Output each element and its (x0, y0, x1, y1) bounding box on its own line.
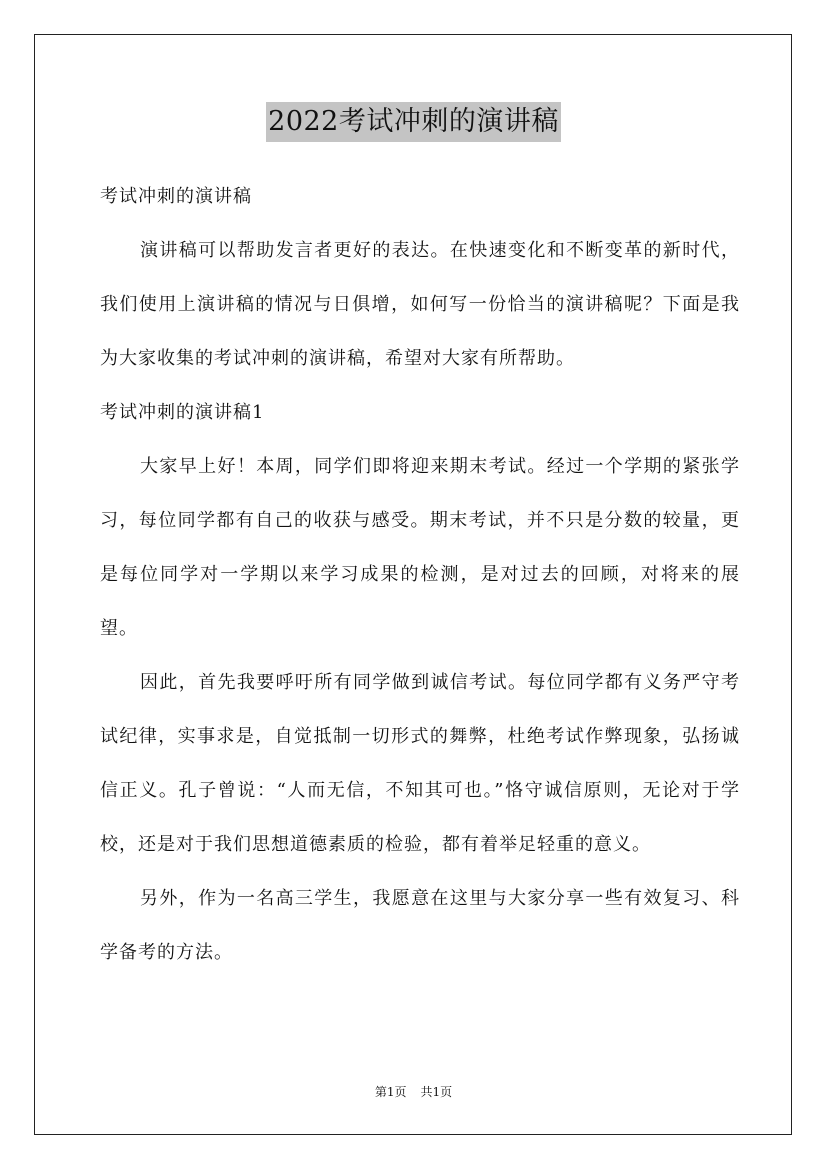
paragraph-greeting: 大家早上好！本周，同学们即将迎来期末考试。经过一个学期的紧张学习，每位同学都有自己的收获与感受。期末考试，并不只是分数的较量，更是每位同学对一学期以来学习成果的检测，是对过去的回顾，对将来的展望。 (100, 456, 740, 639)
page-number: 第1页 (374, 1085, 407, 1099)
section-heading: 考试冲刺的演讲稿 (100, 186, 252, 207)
paragraph-integrity: 因此，首先我要呼吁所有同学做到诚信考试。每位同学都有义务严守考试纪律，实事求是，自觉抵制一切形式的舞弊，杜绝考试作弊现象，弘扬诚信正义。孔子曾说：“人而无信，不知其可也。”恪守诚信原则，无论对于学校，还是对于我们思想道德素质的检验，都有着举足轻重的意义。 (100, 672, 740, 855)
page-total: 共1页 (420, 1085, 453, 1099)
title-container (0, 102, 827, 142)
section-heading-1: 考试冲刺的演讲稿1 (100, 402, 265, 423)
page-footer (0, 1083, 827, 1101)
paragraph-intro: 演讲稿可以帮助发言者更好的表达。在快速变化和不断变革的新时代，我们使用上演讲稿的情况与日俱增，如何写一份恰当的演讲稿呢？下面是我为大家收集的考试冲刺的演讲稿，希望对大家有所帮助。 (100, 240, 740, 369)
paragraph-methods: 另外，作为一名高三学生，我愿意在这里与大家分享一些有效复习、科学备考的方法。 (100, 888, 740, 963)
document-title: 2022考试冲刺的演讲稿 (266, 102, 561, 142)
document-body (100, 170, 740, 980)
